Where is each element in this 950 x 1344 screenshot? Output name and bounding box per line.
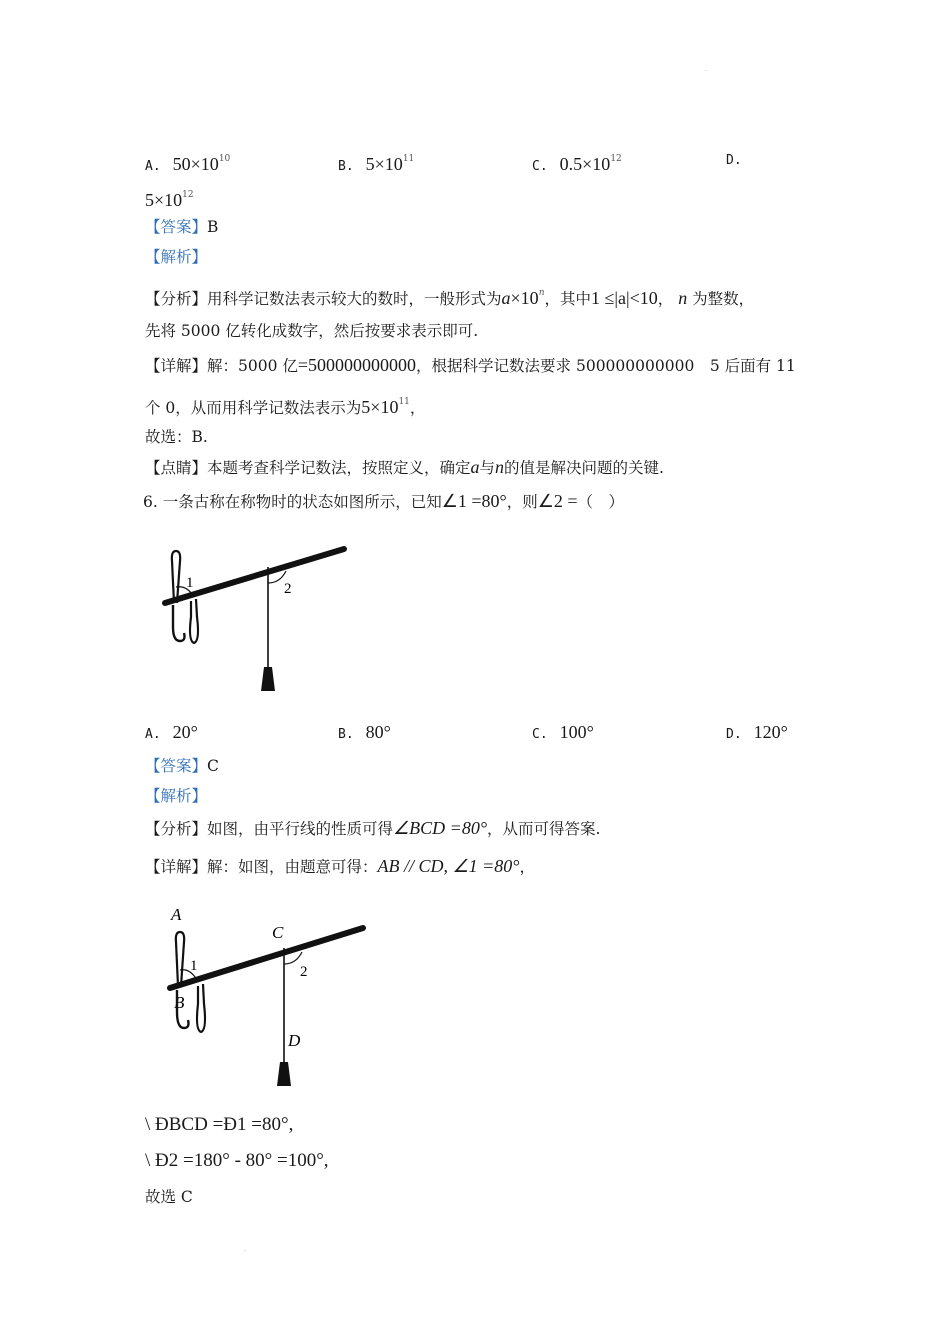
stem-text: （ ） xyxy=(577,493,625,511)
hanger-loop xyxy=(172,551,180,603)
answer-value: B xyxy=(207,218,219,236)
q6-fenxi xyxy=(145,817,600,840)
option-label: D. xyxy=(726,727,742,742)
q6-step-2: \ Ð2 =180° - 80° =100°, xyxy=(145,1150,329,1171)
stem-text: ，则 xyxy=(506,493,538,511)
dianjing-tag: 【点睛】 xyxy=(145,459,208,477)
answer-value: C xyxy=(207,757,219,775)
point-a-label: A xyxy=(171,905,182,924)
option-exponent: 11 xyxy=(402,154,415,164)
fenxi-math: ∠BCD =80° xyxy=(393,818,488,838)
q5-option-c xyxy=(532,148,622,178)
angle-1-label: 1 xyxy=(190,958,198,974)
point-d-label: D xyxy=(288,1031,301,1050)
point-c-label: C xyxy=(272,923,284,942)
math-exp: n xyxy=(538,288,545,298)
q5-guxuan: 故选：B. xyxy=(145,428,208,446)
dianjing-text: 与 xyxy=(479,459,496,477)
xiangjie-text: ，根据科学记数法要求 500000000000 5 后面有 11 xyxy=(416,357,796,375)
hanger-loop xyxy=(176,932,184,986)
hook xyxy=(173,605,185,641)
q6-conclusion: 故选 C xyxy=(145,1188,193,1206)
hook-loop xyxy=(190,599,198,643)
angle-1-label: 1 xyxy=(186,575,194,591)
option-label: C. xyxy=(532,727,548,742)
option-label: A. xyxy=(145,159,161,174)
stem-math: ∠2 = xyxy=(537,491,578,511)
q6-xiangjie xyxy=(145,855,535,878)
xiangjie-tag: 【详解】 xyxy=(145,357,208,375)
fenxi-text: 为整数， xyxy=(692,290,755,308)
option-value: 80° xyxy=(365,722,391,742)
q6-option-c xyxy=(532,721,594,746)
q5-option-d-value xyxy=(145,184,194,212)
math-result: 5×10 xyxy=(361,397,399,417)
angle-2-label: 2 xyxy=(284,581,292,597)
math-a: a xyxy=(501,288,511,308)
option-label: B. xyxy=(338,159,354,174)
fenxi-text: ，其中 xyxy=(544,290,591,308)
answer-tag: 【答案】 xyxy=(145,218,208,236)
fenxi-text: 用科学记数法表示较大的数时，一般形式为 xyxy=(207,290,502,308)
xiangjie-text: 解：如图，由题意可得： xyxy=(207,858,378,876)
option-value: 0.5×10 xyxy=(559,154,611,174)
option-exponent: 10 xyxy=(218,154,231,164)
dianjing-text: 本题考查科学记数法，按照定义，确定 xyxy=(207,459,471,477)
q6-step-1: \ ÐBCD =Ð1 =80°, xyxy=(145,1114,294,1135)
stem-math: ∠1 =80° xyxy=(441,491,507,511)
fenxi-text: ，从而可得答案. xyxy=(487,820,601,838)
math-eq: =500000000000 xyxy=(297,355,417,375)
footer-mark: . xyxy=(244,1246,246,1253)
xiangjie-math: AB // CD, ∠1 =80° xyxy=(377,856,520,876)
option-label: C. xyxy=(532,159,548,174)
q6-option-a xyxy=(145,721,198,746)
q5-fenxi xyxy=(145,282,754,310)
math-n: n xyxy=(495,457,505,477)
q6-option-d xyxy=(726,721,788,746)
q5-dianjing xyxy=(145,456,664,479)
q6-answer xyxy=(145,755,219,777)
option-label: D. xyxy=(726,153,742,168)
fenxi-text: ， xyxy=(657,290,674,308)
math-exp: 11 xyxy=(398,397,410,407)
option-label: B. xyxy=(338,727,354,742)
angle-2-label: 2 xyxy=(300,964,308,980)
option-value: 100° xyxy=(559,722,594,742)
fenxi-tag: 【分析】 xyxy=(145,820,208,838)
q6-stem xyxy=(143,490,624,513)
q5-option-d xyxy=(726,148,754,172)
answer-tag: 【答案】 xyxy=(145,757,208,775)
point-b-label: B xyxy=(174,993,185,1012)
steelyard-figure-2 xyxy=(160,900,375,1095)
option-value: 120° xyxy=(753,722,788,742)
weight xyxy=(261,667,275,691)
q5-xiangjie xyxy=(145,354,796,377)
xiangjie-text: ， xyxy=(409,399,426,417)
analysis-tag: 【解析】 xyxy=(145,248,208,266)
option-value: 5×10 xyxy=(365,154,403,174)
math-n: n xyxy=(678,288,688,308)
analysis-tag: 【解析】 xyxy=(145,787,208,805)
math-times: ×10 xyxy=(510,288,539,308)
dianjing-text: 的值是解决问题的关键. xyxy=(504,459,664,477)
xiangjie-text: 解：5000 亿 xyxy=(207,357,298,375)
q5-analysis-tag xyxy=(145,246,207,268)
q6-option-b xyxy=(338,721,391,746)
option-value: 20° xyxy=(172,722,198,742)
option-exponent: 12 xyxy=(610,154,622,164)
math-range: 1 ≤|a|<10 xyxy=(591,288,658,308)
math-a: a xyxy=(470,457,480,477)
q5-option-b xyxy=(338,148,414,178)
q5-fenxi-line2: 先将 5000 亿转化成数字，然后按要求表示即可. xyxy=(145,322,479,340)
steelyard-figure-1 xyxy=(160,545,360,700)
hook-loop xyxy=(197,984,205,1032)
option-value: 5×10 xyxy=(145,190,183,210)
q5-answer xyxy=(145,216,218,238)
option-value: 50×10 xyxy=(172,154,219,174)
option-exponent: 12 xyxy=(182,190,194,200)
q6-analysis-tag xyxy=(145,785,207,807)
q5-xiangjie-line2 xyxy=(145,391,425,419)
option-label: A. xyxy=(145,727,161,742)
xiangjie-tag: 【详解】 xyxy=(145,858,208,876)
xiangjie-text: ， xyxy=(519,858,536,876)
fenxi-tag: 【分析】 xyxy=(145,290,208,308)
header-mark: . xyxy=(705,66,707,73)
stem-text: 6. 一条古称在称物时的状态如图所示，已知 xyxy=(143,493,442,511)
steelyard-beam xyxy=(170,928,363,988)
xiangjie-text: 个 0，从而用科学记数法表示为 xyxy=(145,399,362,417)
q5-option-a xyxy=(145,148,230,178)
weight xyxy=(277,1062,291,1086)
fenxi-text: 如图，由平行线的性质可得 xyxy=(207,820,394,838)
